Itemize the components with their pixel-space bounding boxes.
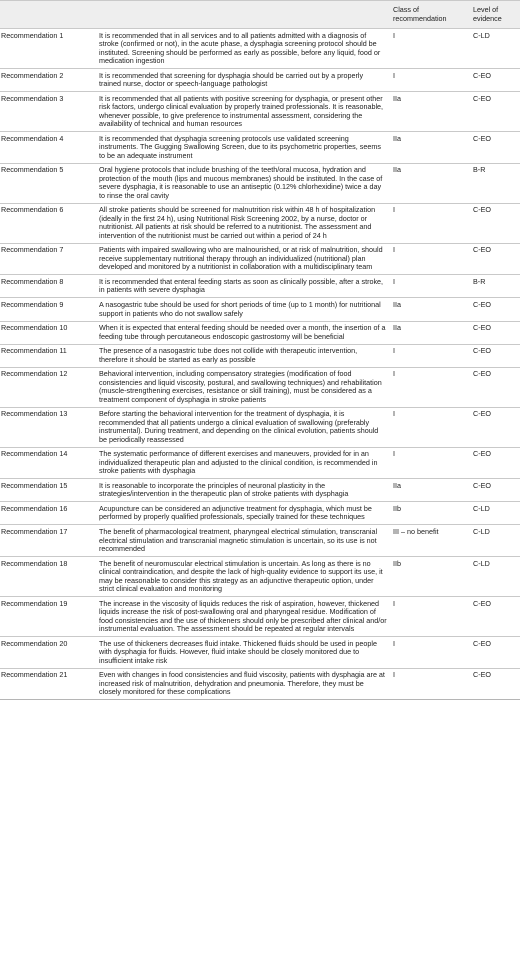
class-of-recommendation: I bbox=[390, 668, 470, 700]
level-of-evidence: C-EO bbox=[470, 92, 520, 132]
table-body bbox=[0, 29, 520, 700]
recommendation-text: It is reasonable to incorporate the principles of neuronal plasticity in the strategies/intervention in the therapeutic plan of stroke patients with dysphagia bbox=[96, 479, 390, 502]
level-of-evidence: B-R bbox=[470, 163, 520, 203]
table-row bbox=[0, 525, 520, 557]
recommendation-label: Recommendation 11 bbox=[0, 344, 96, 367]
recommendation-label: Recommendation 17 bbox=[0, 525, 96, 557]
recommendation-text: A nasogastric tube should be used for short periods of time (up to 1 month) for nutritional support in patients who do not swallow safely bbox=[96, 298, 390, 321]
recommendation-text: Before starting the behavioral intervention for the treatment of dysphagia, it is recommended that all patients undergo a clinical evaluation of swallowing (preferably instrumental). During treatment, and depending on the clinical evolution, patients should be periodically reassessed bbox=[96, 407, 390, 447]
recommendation-label: Recommendation 10 bbox=[0, 321, 96, 344]
recommendation-label: Recommendation 19 bbox=[0, 597, 96, 637]
recommendation-text: The use of thickeners decreases fluid intake. Thickened fluids should be used in people with dysphagia for fluids. However, fluid intake should be closely monitored due to insufficient intake risk bbox=[96, 637, 390, 669]
table-row bbox=[0, 407, 520, 447]
class-of-recommendation: I bbox=[390, 69, 470, 92]
table-row bbox=[0, 557, 520, 597]
recommendation-text: The benefit of neuromuscular electrical stimulation is uncertain. As long as there is no clinical contraindication, and despite the lack of high-quality evidence to support its use, it may be reasonable to consider this strategy as an adjunctive therapeutic option, under strict clinical evaluation and monitoring bbox=[96, 557, 390, 597]
table-row bbox=[0, 275, 520, 298]
recommendation-text: Acupuncture can be considered an adjunctive treatment for dysphagia, which must be performed by properly qualified professionals, specially trained for these techniques bbox=[96, 502, 390, 525]
level-of-evidence: C-EO bbox=[470, 447, 520, 479]
class-of-recommendation: IIb bbox=[390, 502, 470, 525]
class-of-recommendation: I bbox=[390, 344, 470, 367]
class-of-recommendation: IIa bbox=[390, 321, 470, 344]
recommendation-label: Recommendation 1 bbox=[0, 29, 96, 69]
table-row bbox=[0, 29, 520, 69]
table-row bbox=[0, 92, 520, 132]
class-of-recommendation: III – no benefit bbox=[390, 525, 470, 557]
recommendation-label: Recommendation 7 bbox=[0, 243, 96, 275]
recommendation-label: Recommendation 18 bbox=[0, 557, 96, 597]
class-of-recommendation: I bbox=[390, 367, 470, 407]
level-of-evidence: C-EO bbox=[470, 367, 520, 407]
class-of-recommendation: IIa bbox=[390, 163, 470, 203]
class-of-recommendation: IIa bbox=[390, 298, 470, 321]
table-row bbox=[0, 502, 520, 525]
level-of-evidence: C-EO bbox=[470, 203, 520, 243]
level-of-evidence: C-EO bbox=[470, 298, 520, 321]
level-of-evidence: C-LD bbox=[470, 29, 520, 69]
table-row bbox=[0, 479, 520, 502]
recommendation-text: Behavioral intervention, including compensatory strategies (modification of food consistencies and liquid viscosity, postural, and swallowing techniques) and rehabilitation (muscle-strengthening exercises, resistance or skill training), must be considered as a treatment component of dysphagia in stroke patients bbox=[96, 367, 390, 407]
recommendation-text: All stroke patients should be screened for malnutrition risk within 48 h of hospitalization (ideally in the first 24 h), using Nutritional Risk Screening 2002, by a nurse, doctor or nutritionist. All patients at risk should be referred to a nutritionist. The assessment and intervention of the nutritionist must be carried out within a period of 24 h bbox=[96, 203, 390, 243]
table-row bbox=[0, 597, 520, 637]
class-of-recommendation: I bbox=[390, 447, 470, 479]
recommendation-text: It is recommended that screening for dysphagia should be carried out by a properly trained nurse, doctor or speech-language pathologist bbox=[96, 69, 390, 92]
recommendation-label: Recommendation 3 bbox=[0, 92, 96, 132]
class-of-recommendation: IIa bbox=[390, 132, 470, 164]
recommendation-label: Recommendation 20 bbox=[0, 637, 96, 669]
recommendation-text: Patients with impaired swallowing who are malnourished, or at risk of malnutrition, should receive supplementary nutritional therapy through an individualized (nutritional) plan developed and monitored by a nutritionist in collaboration with a multidisciplinary team bbox=[96, 243, 390, 275]
table-row bbox=[0, 668, 520, 700]
class-of-recommendation: I bbox=[390, 597, 470, 637]
level-of-evidence: C-EO bbox=[470, 243, 520, 275]
recommendation-label: Recommendation 8 bbox=[0, 275, 96, 298]
recommendation-label: Recommendation 4 bbox=[0, 132, 96, 164]
class-of-recommendation: I bbox=[390, 637, 470, 669]
recommendation-label: Recommendation 2 bbox=[0, 69, 96, 92]
header-class-of-recommendation: Class of recommendation bbox=[390, 1, 470, 29]
header-level-of-evidence: Level of evidence bbox=[470, 1, 520, 29]
level-of-evidence: C-EO bbox=[470, 344, 520, 367]
recommendation-text: The systematic performance of different exercises and maneuvers, provided for in an individualized therapeutic plan and adjusted to the clinical condition, is recommended in stroke patients with dysphagia bbox=[96, 447, 390, 479]
class-of-recommendation: IIa bbox=[390, 479, 470, 502]
recommendation-text: The presence of a nasogastric tube does not collide with therapeutic intervention, therefore it should be started as early as possible bbox=[96, 344, 390, 367]
recommendation-text: Even with changes in food consistencies and fluid viscosity, patients with dysphagia are at increased risk of malnutrition, dehydration and pneumonia. Therefore, they must be closely monitored for these complications bbox=[96, 668, 390, 700]
recommendation-label: Recommendation 12 bbox=[0, 367, 96, 407]
recommendation-label: Recommendation 13 bbox=[0, 407, 96, 447]
table-row bbox=[0, 321, 520, 344]
table-row bbox=[0, 447, 520, 479]
level-of-evidence: C-EO bbox=[470, 321, 520, 344]
table-row bbox=[0, 69, 520, 92]
recommendation-label: Recommendation 9 bbox=[0, 298, 96, 321]
class-of-recommendation: IIb bbox=[390, 557, 470, 597]
table-row bbox=[0, 132, 520, 164]
header-row bbox=[0, 1, 520, 29]
class-of-recommendation: IIa bbox=[390, 92, 470, 132]
recommendation-text: It is recommended that all patients with positive screening for dysphagia, or present other risk factors, undergo clinical evaluation by properly trained professionals. It is reasonable, whenever possible, to give preference to instrumental assessment, considering the availability of technical and human resources bbox=[96, 92, 390, 132]
level-of-evidence: C-LD bbox=[470, 502, 520, 525]
recommendation-text: When it is expected that enteral feeding should be needed over a month, the insertion of a feeding tube through percutaneous endoscopic gastrostomy will be beneficial bbox=[96, 321, 390, 344]
recommendation-label: Recommendation 6 bbox=[0, 203, 96, 243]
recommendation-text: The benefit of pharmacological treatment, pharyngeal electrical stimulation, transcranial electrical stimulation and transcranial magnetic stimulation is uncertain, so its use is not recommended bbox=[96, 525, 390, 557]
recommendation-label: Recommendation 15 bbox=[0, 479, 96, 502]
recommendation-label: Recommendation 21 bbox=[0, 668, 96, 700]
recommendation-label: Recommendation 14 bbox=[0, 447, 96, 479]
header-description bbox=[96, 1, 390, 29]
class-of-recommendation: I bbox=[390, 275, 470, 298]
recommendation-label: Recommendation 16 bbox=[0, 502, 96, 525]
level-of-evidence: C-LD bbox=[470, 525, 520, 557]
class-of-recommendation: I bbox=[390, 29, 470, 69]
recommendation-text: Oral hygiene protocols that include brushing of the teeth/oral mucosa, hydration and protection of the mouth (lips and mucous membranes) should be instituted. In the case of severe dysphagia, it is reasonable to use an antiseptic (0.12% chlorhexidine) twice a day to rinse the oral cavity bbox=[96, 163, 390, 203]
level-of-evidence: C-EO bbox=[470, 637, 520, 669]
level-of-evidence: C-EO bbox=[470, 69, 520, 92]
level-of-evidence: C-EO bbox=[470, 597, 520, 637]
table-row bbox=[0, 203, 520, 243]
table-row bbox=[0, 163, 520, 203]
table-header bbox=[0, 1, 520, 29]
table-row bbox=[0, 298, 520, 321]
table-row bbox=[0, 637, 520, 669]
class-of-recommendation: I bbox=[390, 243, 470, 275]
table-row bbox=[0, 243, 520, 275]
recommendation-label: Recommendation 5 bbox=[0, 163, 96, 203]
level-of-evidence: C-EO bbox=[470, 407, 520, 447]
level-of-evidence: C-EO bbox=[470, 132, 520, 164]
class-of-recommendation: I bbox=[390, 203, 470, 243]
level-of-evidence: B-R bbox=[470, 275, 520, 298]
table-row bbox=[0, 367, 520, 407]
class-of-recommendation: I bbox=[390, 407, 470, 447]
recommendation-text: It is recommended that dysphagia screening protocols use validated screening instruments. The Gugging Swallowing Screen, due to its psychometric properties, seems to be an adequate instrument bbox=[96, 132, 390, 164]
recommendation-text: It is recommended that enteral feeding starts as soon as clinically possible, after a stroke, in patients with severe dysphagia bbox=[96, 275, 390, 298]
recommendation-text: The increase in the viscosity of liquids reduces the risk of aspiration, however, thickened liquids increase the risk of post-swallowing oral and pharyngeal residue. Modification of food consistencies and the use of thickeners should only be prescribed after clinical and/or instrumental evaluation. The assessment should be repeated at regular intervals bbox=[96, 597, 390, 637]
level-of-evidence: C-EO bbox=[470, 668, 520, 700]
table-row bbox=[0, 344, 520, 367]
level-of-evidence: C-LD bbox=[470, 557, 520, 597]
header-recommendation bbox=[0, 1, 96, 29]
level-of-evidence: C-EO bbox=[470, 479, 520, 502]
recommendation-text: It is recommended that in all services and to all patients admitted with a diagnosis of stroke (confirmed or not), in the acute phase, a dysphagia screening protocol should be instituted. Screening should be performed as early as possible, before any liquid, food or medication ingestion bbox=[96, 29, 390, 69]
